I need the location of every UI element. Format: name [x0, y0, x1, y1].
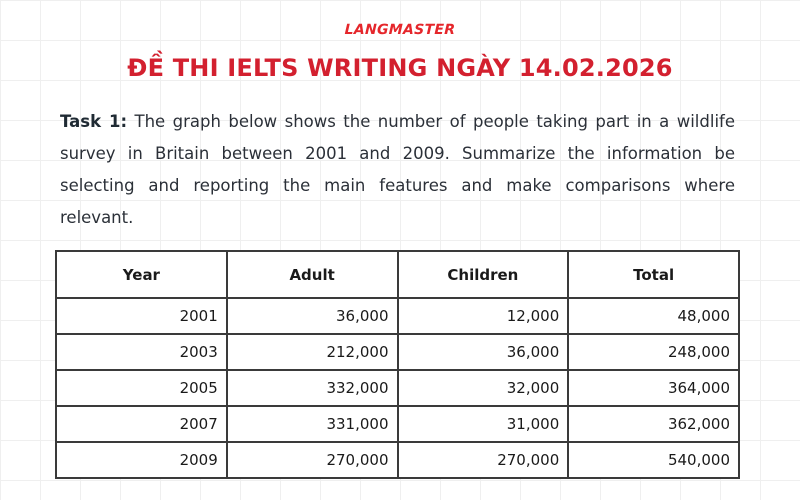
- table-row: [56, 406, 739, 442]
- cell-adult: 212,000: [227, 334, 398, 370]
- table-header-row: [56, 251, 739, 298]
- task-prompt: [60, 106, 735, 234]
- cell-total: 362,000: [568, 406, 739, 442]
- table-row: [56, 442, 739, 478]
- column-header-children: Children: [398, 251, 569, 298]
- cell-year: 2009: [56, 442, 227, 478]
- page-title: ĐỀ THI IELTS WRITING NGÀY 14.02.2026: [127, 54, 673, 82]
- task-text: The graph below shows the number of people taking part in a wildlife survey in Britain between 2001 and 2009. Summarize the information be selecting and reporting the main features and make comparisons where relevant.: [60, 112, 735, 227]
- cell-adult: 332,000: [227, 370, 398, 406]
- column-header-adult: Adult: [227, 251, 398, 298]
- table-row: [56, 334, 739, 370]
- column-header-year: Year: [56, 251, 227, 298]
- survey-table: [55, 250, 740, 479]
- cell-year: 2003: [56, 334, 227, 370]
- cell-year: 2001: [56, 298, 227, 334]
- brand-logo: LANGMASTER: [344, 22, 456, 38]
- cell-children: 31,000: [398, 406, 569, 442]
- cell-year: 2005: [56, 370, 227, 406]
- cell-total: 364,000: [568, 370, 739, 406]
- column-header-total: Total: [568, 251, 739, 298]
- cell-year: 2007: [56, 406, 227, 442]
- table-row: [56, 370, 739, 406]
- cell-children: 36,000: [398, 334, 569, 370]
- cell-total: 540,000: [568, 442, 739, 478]
- cell-adult: 36,000: [227, 298, 398, 334]
- table-row: [56, 298, 739, 334]
- cell-total: 248,000: [568, 334, 739, 370]
- cell-children: 12,000: [398, 298, 569, 334]
- cell-adult: 331,000: [227, 406, 398, 442]
- cell-children: 270,000: [398, 442, 569, 478]
- cell-total: 48,000: [568, 298, 739, 334]
- cell-children: 32,000: [398, 370, 569, 406]
- task-label: Task 1:: [60, 112, 128, 131]
- cell-adult: 270,000: [227, 442, 398, 478]
